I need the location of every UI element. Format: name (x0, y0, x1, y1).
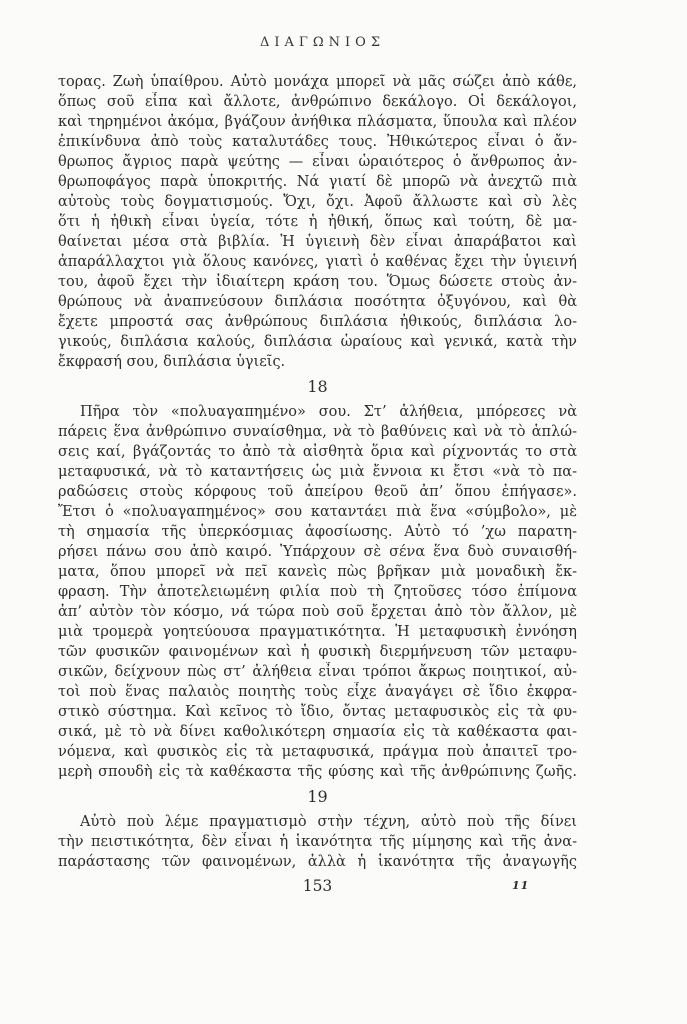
text-line: Αὐτὸ ποὺ λέμε πραγματισμὸ στὴν τέχνη, αὐτὸ ποὺ τῆς δίνει (80, 814, 577, 830)
text-line: τοὶ ποὺ ἕνας παλαιὸς ποιητὴς τοὺς εἶχε ἀναγάγει σὲ ἴδιο ἐκφρα- (58, 684, 577, 700)
text-block (58, 72, 577, 872)
page-footer (58, 876, 577, 900)
text-line: ὅπως σοῦ εἶπα καὶ ἄλλοτε, ἀνθρώπινο δεκάλογο. Οἱ δεκάλογοι, (58, 94, 577, 110)
text-line: ραδώσεις στοὺς κόρφους τοῦ ἀπείρου θεοῦ ἀπ’ ὅπου ἐπήγασε». (58, 484, 577, 500)
paragraph (58, 72, 577, 372)
text-line: μερὴ σπουδὴ εἰς τὰ καθέκαστα τῆς φύσης καὶ τῆς ἀνθρώπινης ζωῆς. (58, 764, 577, 780)
text-line: ρήσει πάνω σου ἀπὸ καιρό. Ὑπάρχουν σὲ σένα ἕνα δυὸ συναισθή- (58, 544, 577, 560)
text-line: ἀπαράλλαχτοι γιὰ ὅλους κανόνες, γιατὶ ὁ καθένας ἔχει τὴν ὑγιεινή (58, 254, 577, 270)
text-line: μιὰ τρομερὰ γοητεύουσα πραγματικότητα. Ἡ μεταφυσικὴ ἐννόηση (58, 624, 577, 640)
page-number: 153 (302, 877, 333, 895)
text-line: θρωποφάγος παρὰ ὑποκριτής. Νά γιατί δὲ μπορῶ νὰ ἀνεχτῶ πιὰ (58, 174, 577, 190)
paragraph (58, 402, 577, 782)
text-line: τῶν φυσικῶν φαινομένων καὶ ἡ φυσικὴ διερμήνευση τῶν μεταφυ- (58, 644, 577, 660)
text-line: πάρεις ἕνα ἀνθρώπινο συναίσθημα, νὰ τὸ βαθύνεις καὶ νὰ τὸ ἁπλώ- (58, 424, 577, 440)
text-line: τορας. Ζωὴ ὑπαίθρου. Αὐτὸ μονάχα μπορεῖ νὰ μᾶς σώζει ἀπὸ κάθε, (58, 74, 577, 90)
text-line: θαίνεται μέσα στὰ βιβλία. Ἡ ὑγιεινὴ δὲν εἶναι ἀπαράβατοι καὶ (58, 234, 577, 250)
text-line: σικά, μὲ τὸ νὰ δίνει καθολικότερη σημασία εἰς τὰ καθέκαστα φαι- (58, 724, 577, 740)
text-line: μεταφυσικά, νὰ τὸ καταντήσεις ὡς μιὰ ἔννοια κι ἔτσι «νὰ τὸ πα- (58, 464, 577, 480)
text-line: ἔκφρασή σου, διπλάσια ὑγιεῖς. (58, 354, 286, 370)
section-number: 19 (307, 787, 328, 806)
text-line: τὴ σημασία τῆς ὑπερκόσμιας ἀφοσίωσης. Αὐτὸ τό ’χω παρατη- (58, 524, 577, 540)
text-line: του, ἀφοῦ ἔχει τὴν ἰδιαίτερη κράση του. Ὅμως δώσετε στοὺς ἀν- (58, 274, 577, 290)
text-line: θρωπος ἄγριος παρὰ ψεύτης — εἶναι ὡραιότερος ὁ ἄνθρωπος ἀν- (58, 154, 577, 170)
text-line: αὐτοὺς τοὺς δογματισμούς. Ὄχι, ὄχι. Ἀφοῦ ἄλλωστε καὶ σὺ λὲς (58, 194, 577, 210)
text-line: θρώπους νὰ ἀναπνεύσουν διπλάσια ποσότητα ὀξυγόνου, καὶ θὰ (58, 294, 577, 310)
text-line: φραση. Τὴν ἀποτελειωμένη φιλία ποὺ τὴ ζητοῦσες τόσο ἐπίμονα (58, 584, 577, 600)
text-line: τὴν πειστικότητα, δὲν εἶναι ἡ ἱκανότητα τῆς μίμησης καὶ τῆς ἀνα- (58, 834, 577, 850)
text-line: ὅτι ἡ ἠθικὴ εἶναι ὑγεία, τότε ἡ ἠθική, ὅπως καὶ τούτη, δὲ μα- (58, 214, 577, 230)
text-line: ἔχετε μπροστά σας ἀνθρώπους διπλάσια ἠθικούς, διπλάσια λο- (58, 314, 577, 330)
running-head: ΔΙΑΓΩΝΙΟΣ (259, 35, 386, 50)
section-number: 18 (307, 377, 328, 396)
text-line: σεις καί, βγάζοντάς το ἀπὸ τὰ αἰσθητὰ ὅρια καὶ ρίχνοντάς το στὰ (58, 444, 577, 460)
text-line: γικούς, διπλάσια καλούς, διπλάσια ὡραίους καὶ γενικά, κατὰ τὴν (58, 334, 577, 350)
text-line: στικὸ σύστημα. Καὶ κεῖνος τὸ ἴδιο, ὄντας μεταφυσικὸς εἰς τὰ φυ- (58, 704, 577, 720)
text-line: ματα, ὅπου μπορεῖ νὰ πεῖ κανεὶς πὼς βρῆκαν μιὰ μοναδικὴ ἔκ- (58, 564, 577, 580)
paragraph (58, 812, 577, 872)
signature-mark: 11 (512, 879, 530, 892)
text-line: Ἔτσι ὁ «πολυαγαπημένος» σου καταντάει πιὰ ἕνα «σύμβολο», μὲ (58, 504, 577, 520)
text-line: σικῶν, δείχνουν πὼς στ’ ἀλήθεια εἶναι τρόποι ἄκρως ποιητικοί, αὐ- (58, 664, 577, 680)
text-line: Πῆρα τὸν «πολυαγαπημένο» σου. Στ’ ἀλήθεια, μπόρεσες νὰ (80, 404, 577, 420)
text-line: νόμενα, καὶ φυσικὸς εἰς τὰ μεταφυσικά, πράγμα ποὺ ἀπαιτεῖ τρο- (58, 744, 577, 760)
text-line: καὶ τηρημένοι ἀκόμα, βγάζουν ἀνήθικα πλάσματα, ὕπουλα καὶ πλέον (58, 114, 577, 130)
text-line: ἐπικίνδυνα ἀπὸ τοὺς καταλυτάδες τους. Ἠθικώτερος εἶναι ὁ ἄν- (58, 134, 577, 150)
text-line: ἀπ’ αὐτὸν τὸν κόσμο, νά τώρα ποὺ σοῦ ἔρχεται ἀπὸ τὸν ἄλλον, μὲ (58, 604, 577, 620)
text-line: παράστασης τῶν φαινομένων, ἀλλὰ ἡ ἱκανότητα τῆς ἀναγωγῆς (58, 854, 577, 870)
